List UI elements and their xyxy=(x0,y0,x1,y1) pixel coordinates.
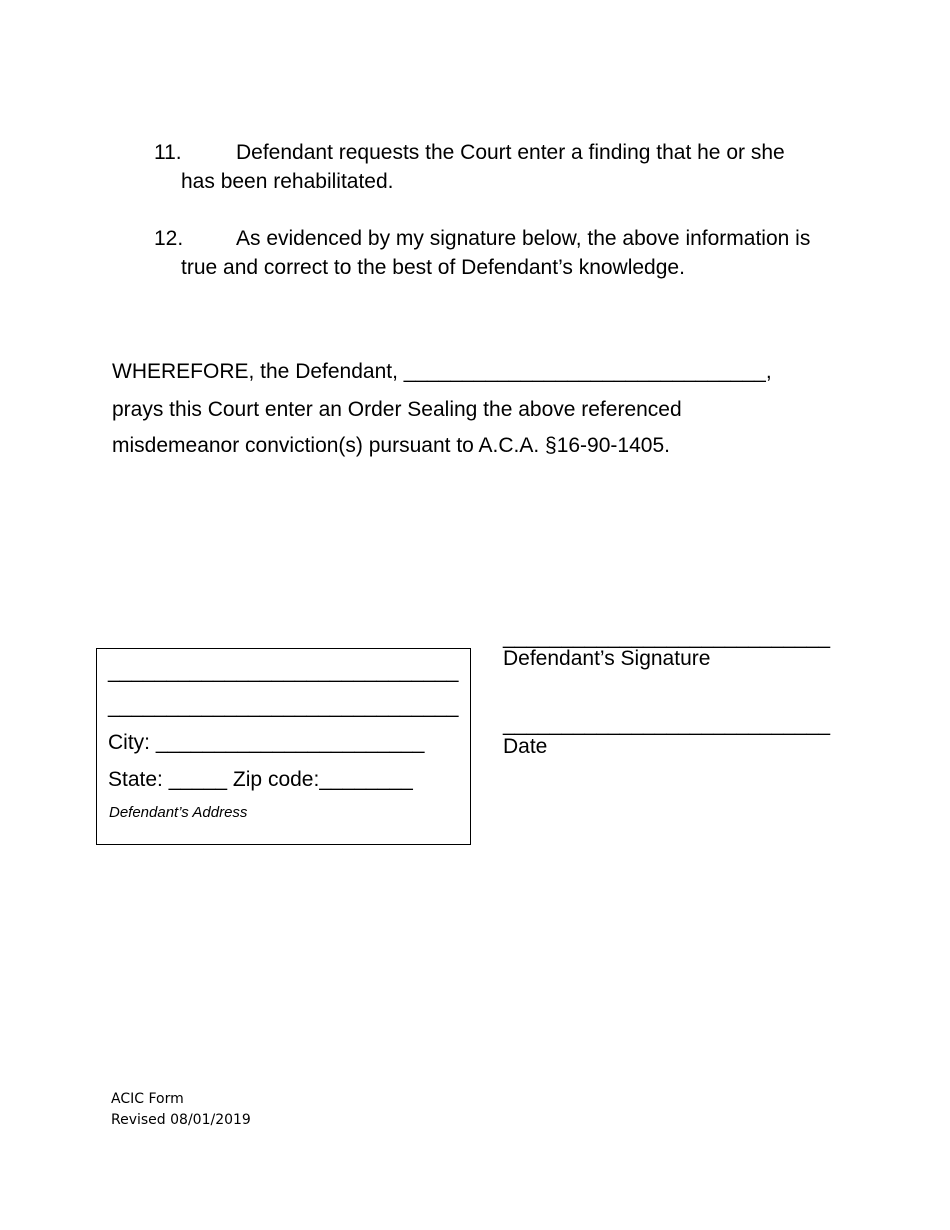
address-city-line: City: _______________________ xyxy=(108,731,425,754)
address-blank-line-1: ______________________________ xyxy=(108,660,459,683)
signature-label: Defendant’s Signature xyxy=(503,647,711,670)
address-caption: Defendant’s Address xyxy=(109,804,248,821)
item-text-line: has been rehabilitated. xyxy=(181,170,394,193)
item-number: 11. xyxy=(154,141,182,164)
address-state-zip-line: State: _____ Zip code:________ xyxy=(108,768,413,791)
item-text-line: true and correct to the best of Defendant’s knowledge. xyxy=(181,256,685,279)
date-label: Date xyxy=(503,735,548,758)
item-text-line: As evidenced by my signature below, the above information is xyxy=(236,227,811,250)
item-text-line: Defendant requests the Court enter a finding that he or she xyxy=(236,141,785,164)
wherefore-line: WHEREFORE, the Defendant, _______________________________, xyxy=(112,360,772,383)
footer-revised-date: Revised 08/01/2019 xyxy=(111,1112,251,1128)
signature-line: ____________________________ xyxy=(503,626,831,649)
footer-form-name: ACIC Form xyxy=(111,1091,184,1107)
address-blank-line-2: ______________________________ xyxy=(108,695,459,718)
item-number: 12. xyxy=(154,227,184,250)
date-line: ____________________________ xyxy=(503,713,831,736)
wherefore-line: misdemeanor conviction(s) pursuant to A.C.A. §16-90-1405. xyxy=(112,434,670,457)
wherefore-line: prays this Court enter an Order Sealing the above referenced xyxy=(112,398,682,421)
